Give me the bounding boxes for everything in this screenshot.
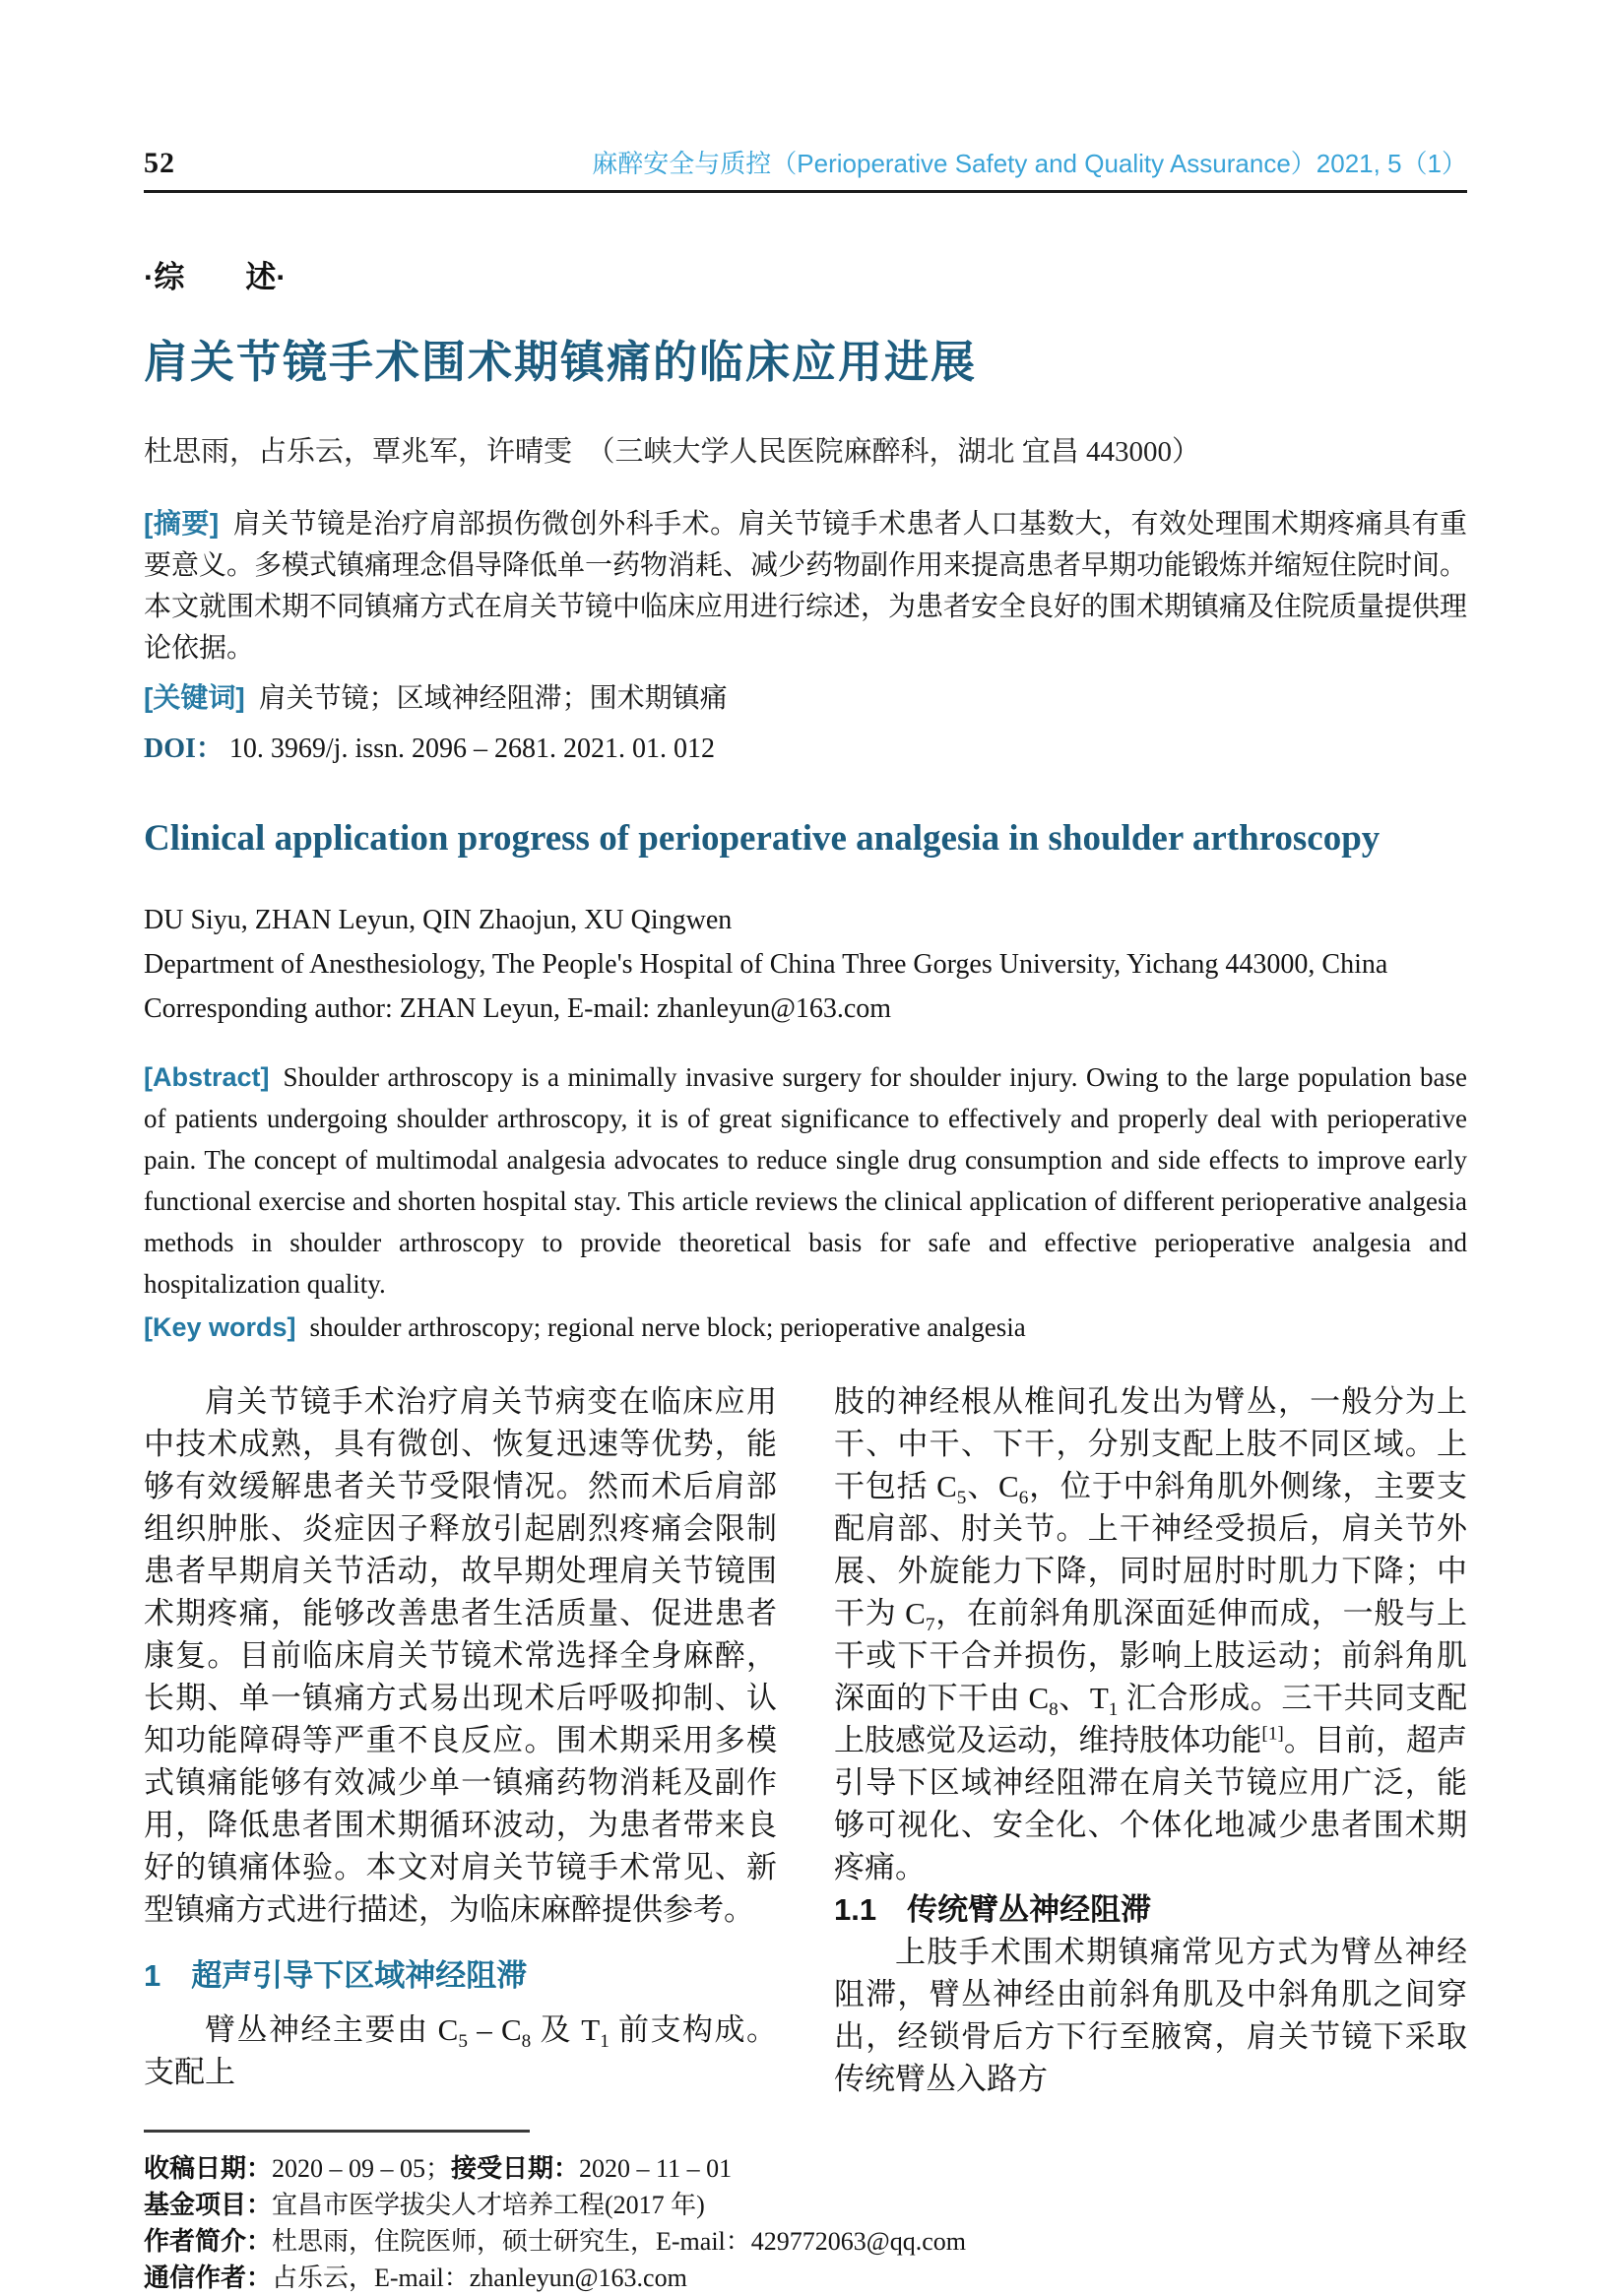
- keywords-cn: [144, 676, 1467, 716]
- body-paragraph: 上肢手术围术期镇痛常见方式为臂丛神经阻滞，臂丛神经由前斜角肌及中斜角肌之间穿出，经锁骨后方下行至腋窝，肩关节镜下采取传统臂丛入路方: [834, 1935, 1467, 2096]
- authors-cn: 杜思雨，占乐云，覃兆军，许晴雯 （三峡大学人民医院麻醉科，湖北 宜昌 443000）: [144, 436, 1201, 468]
- abstract-en-text: Shoulder arthroscopy is a minimally invasive surgery for shoulder injury. Owing to the large population base of patients undergoing shoulder arthroscopy, it is of great significance to effectively and properly deal with perioperative pain. The concept of multimodal analgesia advocates to reduce single drug consumption and side effects to improve early functional exercise and shorten hospital stay. This article reviews the clinical application of different perioperative analgesia methods in shoulder arthroscopy to provide theoretical basis for safe and effective perioperative analgesia and hospitalization quality.: [144, 1062, 1467, 1299]
- abstract-cn-label: [摘要]: [144, 508, 220, 539]
- right-column: [834, 1380, 1467, 2100]
- keywords-cn-label: [关键词]: [144, 682, 245, 713]
- keywords-cn-text: 肩关节镜；区域神经阻滞；围术期镇痛: [258, 683, 728, 714]
- body-paragraph: 肢的神经根从椎间孔发出为臂丛，一般分为上干、中干、下干，分别支配上肢不同区域。上干包括 $C_5$、$C_6$，位于中斜角肌外侧缘，主要支配肩部、肘关节。上干神经受损后，肩关节外展、外旋能力下降，同时屈肘时肌力下降；中干为 $C_7$，在前斜角肌深面延伸而成，一般与上干或下干合并损伤，影响上肢运动；前斜角肌深面的下干由 $C_8$、$T_1$ 汇合形成。三干共同支配上肢感觉及运动，维持肢体功能[1]。目前，超声引导下区域神经阻滞在肩关节镜应用广泛，能够可视化、安全化、个体化地减少患者围术期疼痛。: [834, 1384, 1468, 1884]
- abstract-cn-text: 肩关节镜是治疗肩部损伤微创外科手术。肩关节镜手术患者人口基数大，有效处理围术期疼痛具有重要意义。多模式镇痛理念倡导降低单一药物消耗、减少药物副作用来提高患者早期功能锻炼并缩短住院时间。本文就围术期不同镇痛方式在肩关节镜中临床应用进行综述，为患者安全良好的围术期镇痛及住院质量提供理论依据。: [144, 509, 1468, 664]
- keywords-en: [144, 1312, 1467, 1343]
- affiliation-en: Department of Anesthesiology, The People's Hospital of China Three Gorges University, Yichang 443000, China: [144, 949, 1388, 980]
- body-paragraph: 肩关节镜手术治疗肩关节病变在临床应用中技术成熟，具有微创、恢复迅速等优势，能够有效缓解患者关节受限情况。然而术后肩部组织肿胀、炎症因子释放引起剧烈疼痛会限制患者早期肩关节活动，故早期处理肩关节镜围术期疼痛，能够改善患者生活质量、促进患者康复。目前临床肩关节镜术常选择全身麻醉，长期、单一镇痛方式易出现术后呼吸抑制、认知功能障碍等严重不良反应。围术期采用多模式镇痛能够有效减少单一镇痛药物消耗及副作用，降低患者围术期循环波动，为患者带来良好的镇痛体验。本文对肩关节镜手术常见、新型镇痛方式进行描述，为临床麻醉提供参考。: [144, 1384, 777, 1927]
- section-heading: 1.1 传统臂丛神经阻滞: [834, 1892, 1152, 1927]
- corresponding-author-en: Corresponding author: ZHAN Leyun, E-mail: zhanleyun@163.com: [144, 993, 892, 1024]
- footnote-line: 作者简介：杜思雨，住院医师，硕士研究生，E-mail：429772063@qq.com: [144, 2226, 966, 2256]
- doi-value: 10. 3969/j. issn. 2096 – 2681. 2021. 01. 012: [228, 733, 716, 764]
- body-columns: [144, 1380, 1467, 2100]
- keywords-en-text: shoulder arthroscopy; regional nerve block; perioperative analgesia: [309, 1312, 1026, 1342]
- footnote-line: 通信作者：占乐云，E-mail：zhanleyun@163.com: [144, 2263, 687, 2292]
- abstract-en: [144, 1056, 1467, 1305]
- section-heading: 1 超声引导下区域神经阻滞: [144, 1958, 528, 1993]
- page-header: [144, 144, 1467, 180]
- keywords-en-label: [Key words]: [144, 1312, 296, 1342]
- doi-line: [144, 727, 1467, 766]
- abstract-en-label: [Abstract]: [144, 1062, 270, 1092]
- doi-label: DOI：: [144, 733, 224, 764]
- article-title-en: Clinical application progress of perioperative analgesia in shoulder arthroscopy: [144, 818, 1380, 859]
- article-title-cn: 肩关节镜手术围术期镇痛的临床应用进展: [144, 338, 978, 387]
- article-category: ·综 述·: [144, 260, 287, 294]
- footnote-line: 基金项目：宜昌市医学拔尖人才培养工程(2017 年): [144, 2190, 705, 2219]
- page-number: 52: [144, 147, 175, 179]
- footnote-area: [144, 2130, 1467, 2296]
- footnote-rule: [144, 2130, 530, 2133]
- journal-title: 麻醉安全与质控（Perioperative Safety and Quality Assurance）2021, 5（1）: [592, 149, 1467, 178]
- footnotes: [144, 2150, 1467, 2296]
- left-column: [144, 1380, 777, 2100]
- header-rule: [144, 190, 1467, 193]
- footnote-line: 收稿日期：2020 – 09 – 05；接受日期：2020 – 11 – 01: [144, 2153, 733, 2183]
- authors-en: DU Siyu, ZHAN Leyun, QIN Zhaojun, XU Qingwen: [144, 905, 733, 935]
- body-paragraph: 臂丛神经主要由 $C_5 - C_8$ 及 $T_1$ 前支构成。支配上: [144, 2012, 778, 2089]
- abstract-cn: [144, 503, 1467, 670]
